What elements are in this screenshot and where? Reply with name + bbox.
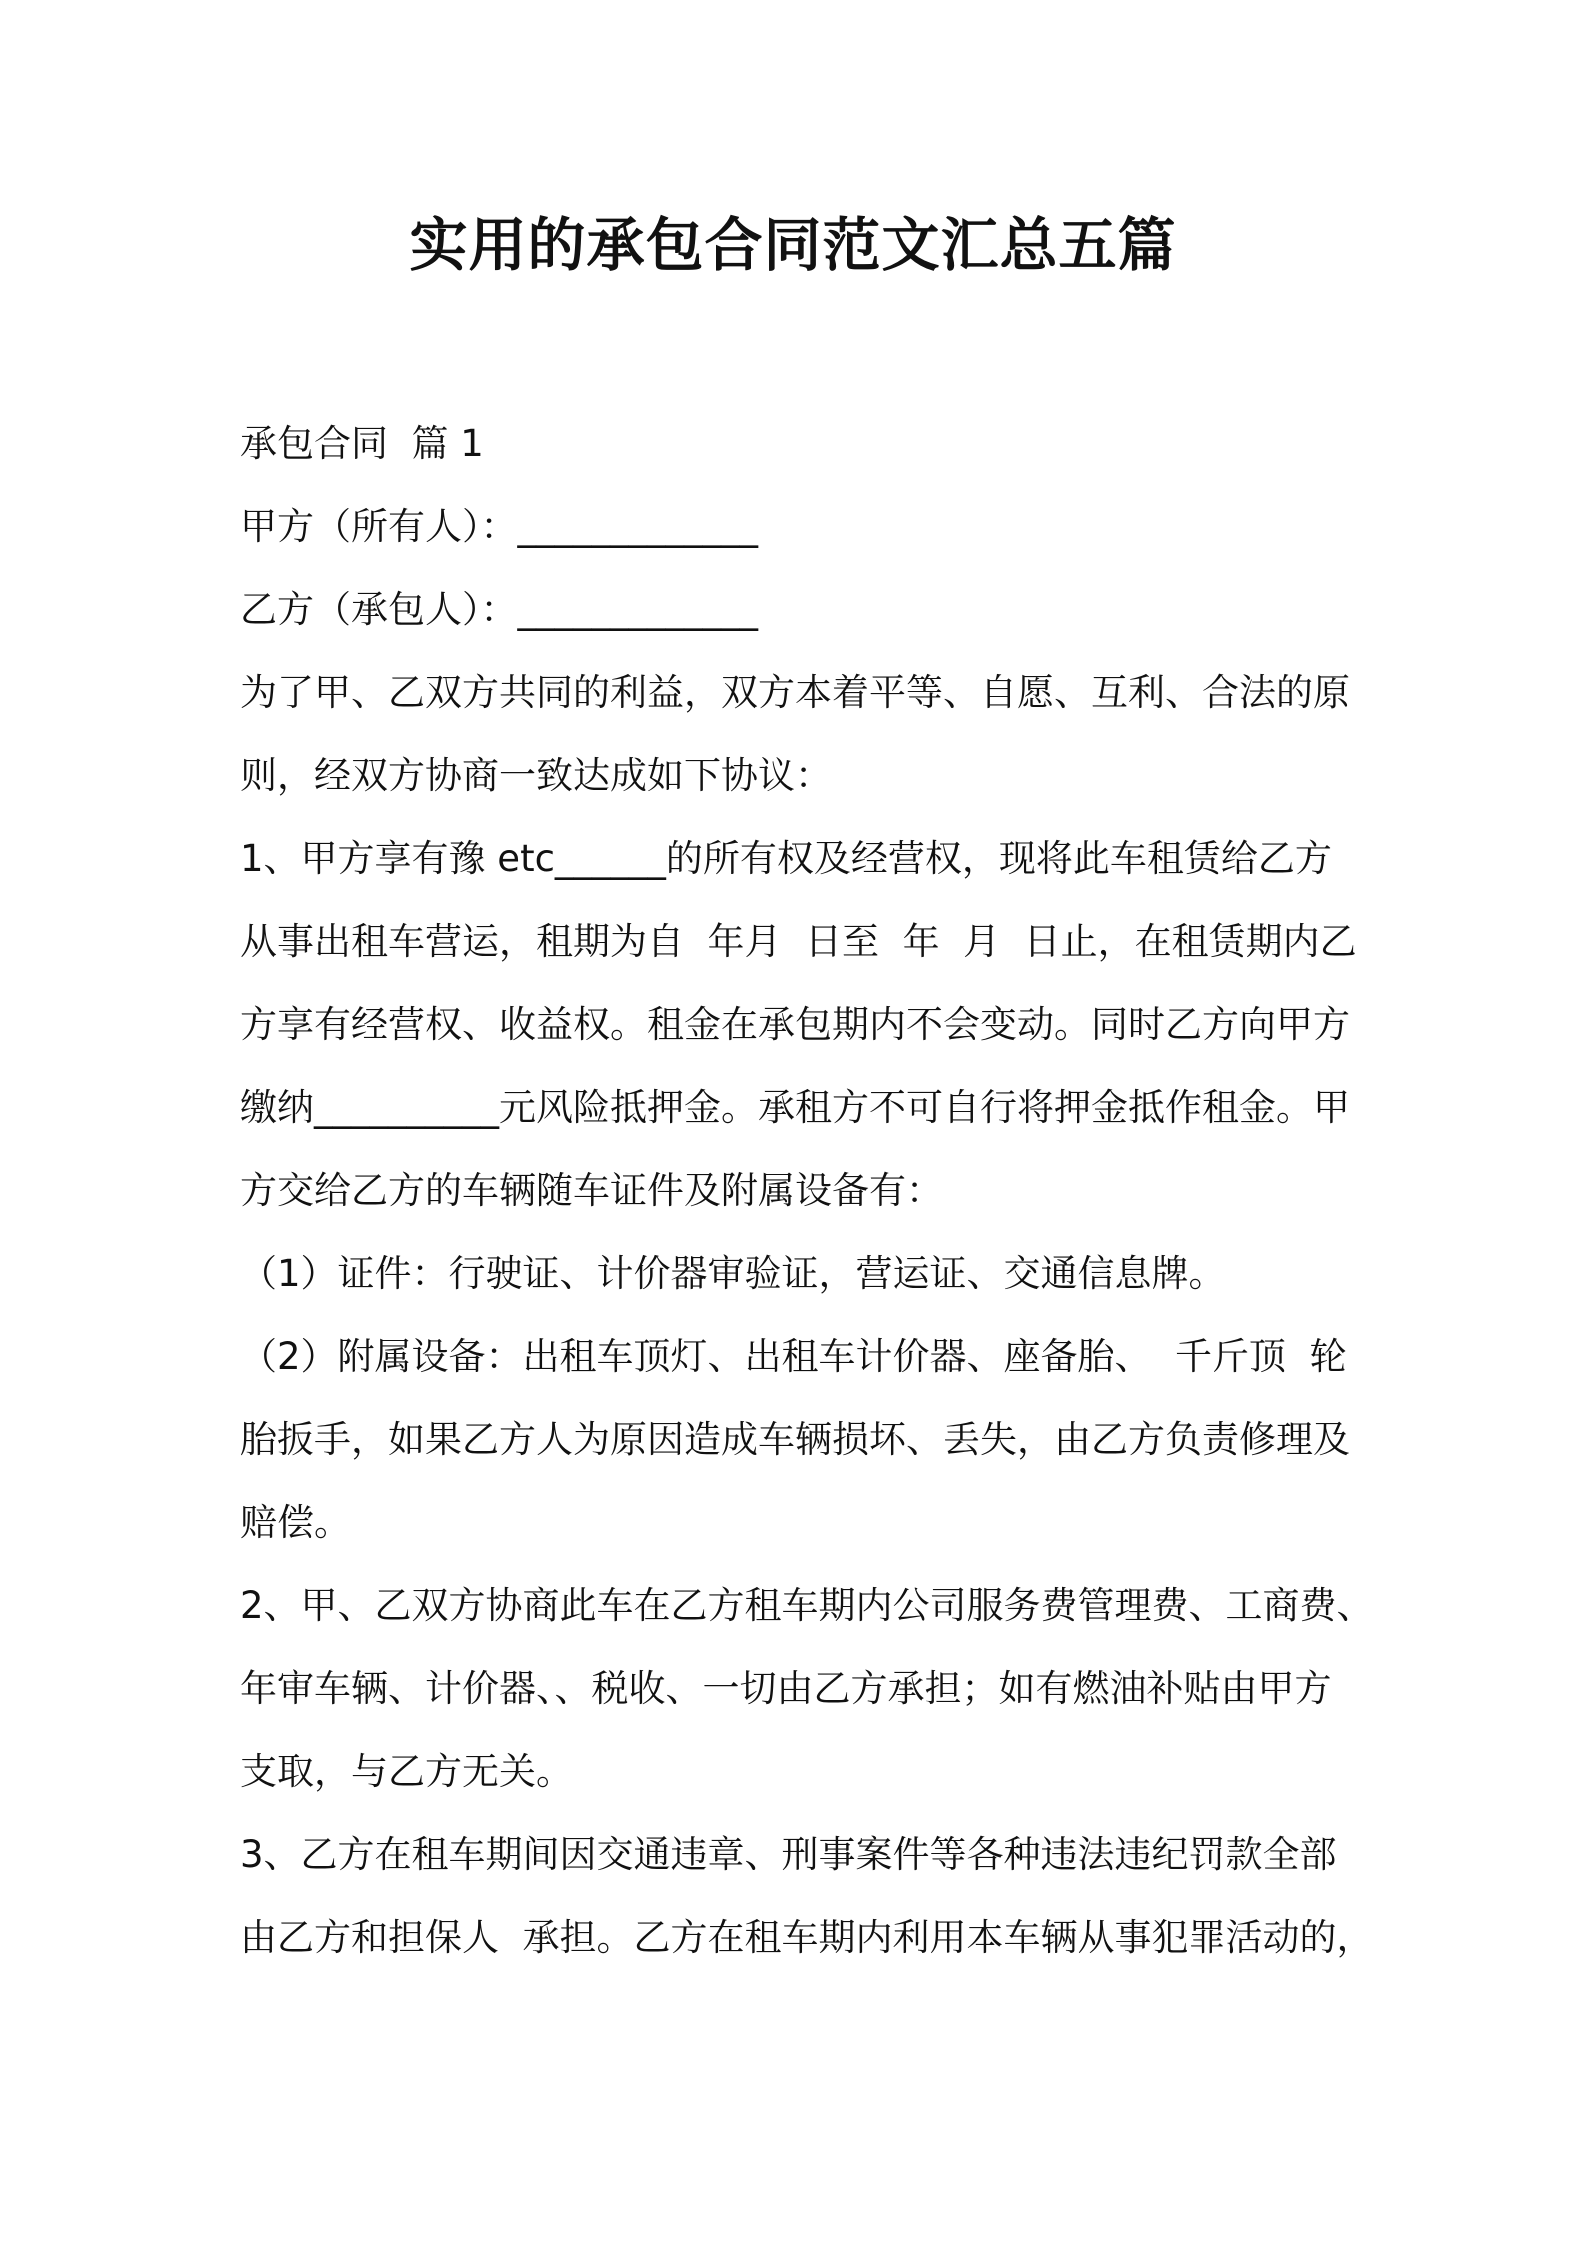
party-b-line: 乙方（承包人）：_____________ xyxy=(240,588,758,631)
body-line: 赔偿。 xyxy=(240,1501,351,1544)
body-line: 胎扳手，如果乙方人为原因造成车辆损坏、丢失，由乙方负责修理及 xyxy=(240,1418,1350,1461)
body-line: 方享有经营权、收益权。租金在承包期内不会变动。同时乙方向甲方 xyxy=(240,1003,1350,1046)
body-line: 则，经双方协商一致达成如下协议： xyxy=(240,754,832,797)
body-line: 由乙方和担保人 承担。乙方在租车期内利用本车辆从事犯罪活动的， xyxy=(240,1916,1374,1959)
body-line: 缴纳__________元风险抵押金。承租方不可自行将押金抵作租金。甲 xyxy=(240,1086,1350,1129)
document-body xyxy=(240,402,1374,1979)
body-line: （2）附属设备：出租车顶灯、出租车计价器、座备胎、 千斤顶 轮 xyxy=(240,1335,1347,1378)
section-heading: 承包合同 篇 1 xyxy=(240,422,484,465)
body-line: 2、甲、乙双方协商此车在乙方租车期内公司服务费管理费、工商费、 xyxy=(240,1584,1374,1627)
body-line: 支取，与乙方无关。 xyxy=(240,1750,573,1793)
body-line: （1）证件：行驶证、计价器审验证，营运证、交通信息牌。 xyxy=(240,1252,1226,1295)
body-line: 从事出租车营运，租期为自 年月 日至 年 月 日止，在租赁期内乙 xyxy=(240,920,1357,963)
party-a-line: 甲方（所有人）：_____________ xyxy=(240,505,758,548)
body-line: 为了甲、乙双方共同的利益，双方本着平等、自愿、互利、合法的原 xyxy=(240,671,1350,714)
body-line: 方交给乙方的车辆随车证件及附属设备有： xyxy=(240,1169,943,1212)
body-line: 年审车辆、计价器、、税收、一切由乙方承担；如有燃油补贴由甲方 xyxy=(240,1667,1332,1710)
body-line: 1、甲方享有豫 etc______的所有权及经营权，现将此车租赁给乙方 xyxy=(240,837,1332,880)
document-title: 实用的承包合同范文汇总五篇 xyxy=(409,211,1177,279)
body-line: 3、乙方在租车期间因交通违章、刑事案件等各种违法违纪罚款全部 xyxy=(240,1833,1337,1876)
